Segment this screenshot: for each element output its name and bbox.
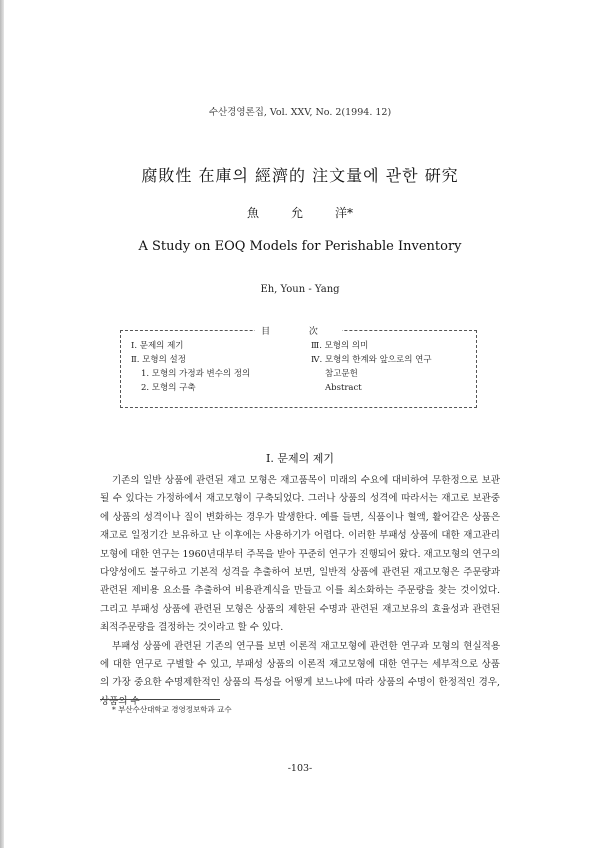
footnote-rule <box>100 699 220 700</box>
toc-item: Ⅰ. 문제의 제기 <box>131 341 184 351</box>
paper-title-korean: 腐敗性 在庫의 經濟的 注文量에 관한 硏究 <box>141 166 459 185</box>
toc-item: 2. 모형의 구축 <box>141 383 196 393</box>
journal-header: 수산경영론집, Vol. XXV, No. 2(1994. 12) <box>208 107 392 118</box>
author-char: 允 <box>290 206 303 220</box>
paper-title-english: A Study on EOQ Models for Perishable Inventory <box>138 239 462 254</box>
author-char: 洋* <box>335 206 354 220</box>
toc-left-column <box>131 339 250 395</box>
scan-edge-shadow <box>0 0 4 848</box>
toc-item: Ⅲ. 모형의 의미 <box>311 341 369 351</box>
body-text <box>100 472 500 711</box>
footnote: * 부산수산대학교 경영정보학과 교수 <box>112 705 232 714</box>
toc-item: Ⅳ. 모형의 한계와 앞으로의 연구 <box>311 355 432 365</box>
toc-item: Abstract <box>325 383 362 393</box>
toc-item: Ⅱ. 모형의 설정 <box>131 355 186 365</box>
paragraph: 부패성 상품에 관련된 기존의 연구를 보면 이론적 재고모형에 관련한 연구과 모형의 현실적용에 대한 연구로 구별할 수 있고, 부패성 상품의 이론적 재고모형에 대한 연구는 세부적으로 상품의 가장 중요한 수명제한적인 상품의 특성을 어떻게 보느냐에 따라 상품의 수명이 한정적인 경우, 상품의 수 <box>100 640 500 707</box>
paragraph: 기존의 일반 상품에 관련된 재고 모형은 재고품목이 미래의 수요에 대비하여 무한정으로 보관될 수 있다는 가정하에서 재고모형이 구축되었다. 그러나 상품의 성격에 따라서는 재고로 보관중에 상품의 성격이나 질이 변화하는 경우가 발생한다. 예를 들면, 식품이나 혈액, 활어같은 상품은 재고로 일정기간 보유하고 난 이후에는 사용하기가 어렵다. 이러한 부패성 상품에 대한 재고관리모형에 대한 연구는 1960년대부터 주목을 받아 꾸준히 연구가 진행되어 왔다. 재고모형의 연구의 다양성에도 불구하고 기본적 성격을 추출하여 보면, 일반적 상품에 관련된 재고모형은 주문량과 관련된 제비용 요소를 추출하여 비용관계식을 만들고 이를 최소화하는 주문량을 찾는 것이었다. 그리고 부패성 상품에 관련된 모형은 상품의 제한된 수명과 관련된 재고보유의 효율성과 관련된 최적주문량을 결정하는 것이라고 할 수 있다. <box>100 475 500 634</box>
section-heading: Ⅰ. 문제의 제기 <box>266 452 334 465</box>
author-char: 魚 <box>246 206 259 220</box>
table-of-contents <box>120 327 477 408</box>
toc-item: 참고문헌 <box>325 369 358 379</box>
page-number: -103- <box>287 763 313 774</box>
toc-right-column <box>311 339 432 395</box>
toc-heading: 目 次 <box>255 327 342 337</box>
author-korean <box>0 204 600 221</box>
toc-item: 1. 모형의 가정과 변수의 정의 <box>141 369 251 379</box>
author-english: Eh, Youn - Yang <box>260 284 340 295</box>
